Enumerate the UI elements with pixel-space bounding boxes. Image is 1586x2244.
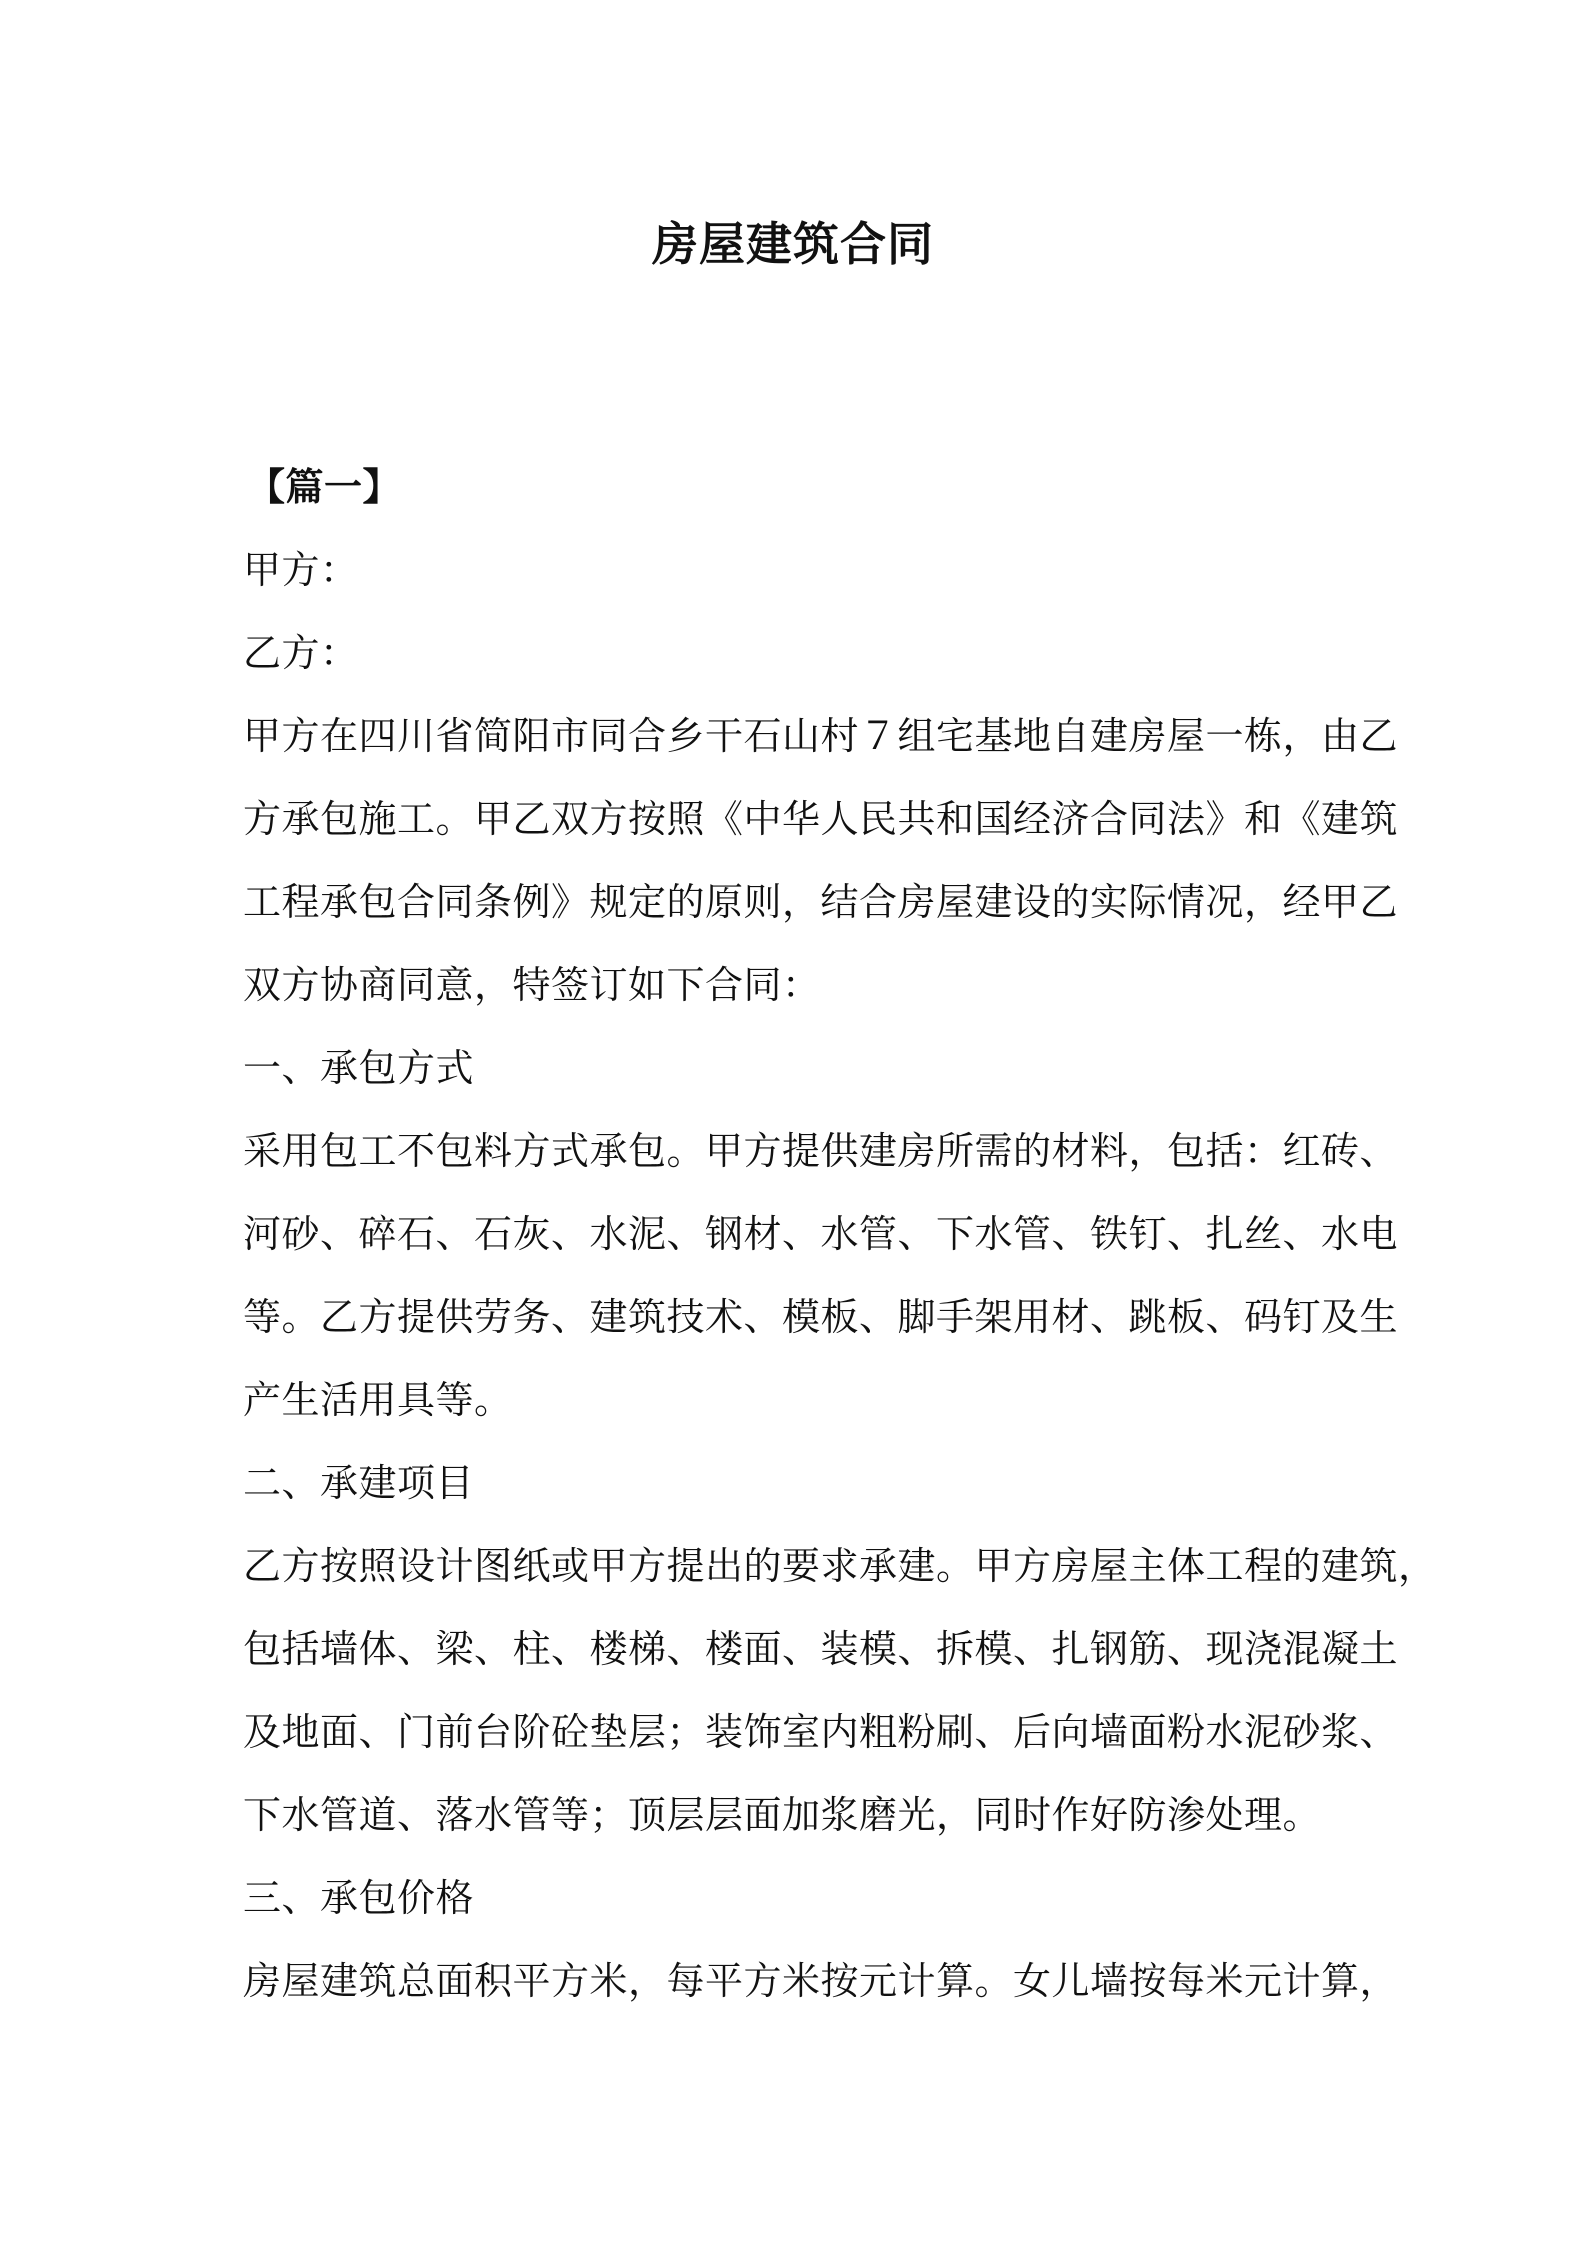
- paragraph-line: 乙方按照设计图纸或甲方提出的要求承建。甲方房屋主体工程的建筑，: [243, 1544, 1437, 1588]
- paragraph-line: 双方协商同意，特签订如下合同：: [243, 963, 821, 1007]
- paragraph-line: 等。乙方提供劳务、建筑技术、模板、脚手架用材、跳板、码钉及生: [243, 1295, 1399, 1339]
- paragraph-line: 甲方在四川省简阳市同合乡干石山村７组宅基地自建房屋一栋，由乙: [243, 714, 1399, 758]
- document-body: [243, 446, 1437, 2023]
- paragraph-line: 产生活用具等。: [243, 1378, 513, 1422]
- section-heading: 三、承包价格: [243, 1876, 475, 1920]
- paragraph-line: 河砂、碎石、石灰、水泥、钢材、水管、下水管、铁钉、扎丝、水电: [243, 1212, 1399, 1256]
- paragraph-line: 下水管道、落水管等；顶层层面加浆磨光，同时作好防渗处理。: [243, 1793, 1322, 1837]
- party-b-line: 乙方：: [243, 631, 359, 675]
- paragraph-line: 包括墙体、梁、柱、楼梯、楼面、装模、拆模、扎钢筋、现浇混凝土: [243, 1627, 1399, 1671]
- section-heading: 二、承建项目: [243, 1461, 475, 1505]
- section-heading: 一、承包方式: [243, 1046, 475, 1090]
- section-label: 【篇一】: [247, 465, 402, 509]
- paragraph-line: 房屋建筑总面积平方米，每平方米按元计算。女儿墙按每米元计算，: [243, 1959, 1399, 2003]
- party-a-line: 甲方：: [243, 548, 359, 592]
- document-title: 房屋建筑合同: [652, 217, 934, 271]
- paragraph-line: 工程承包合同条例》规定的原则，结合房屋建设的实际情况，经甲乙: [243, 880, 1399, 924]
- paragraph-line: 及地面、门前台阶砼垫层；装饰室内粗粉刷、后向墙面粉水泥砂浆、: [243, 1710, 1399, 1754]
- paragraph-line: 方承包施工。甲乙双方按照《中华人民共和国经济合同法》和《建筑: [243, 797, 1399, 841]
- paragraph-line: 采用包工不包料方式承包。甲方提供建房所需的材料，包括：红砖、: [243, 1129, 1399, 1173]
